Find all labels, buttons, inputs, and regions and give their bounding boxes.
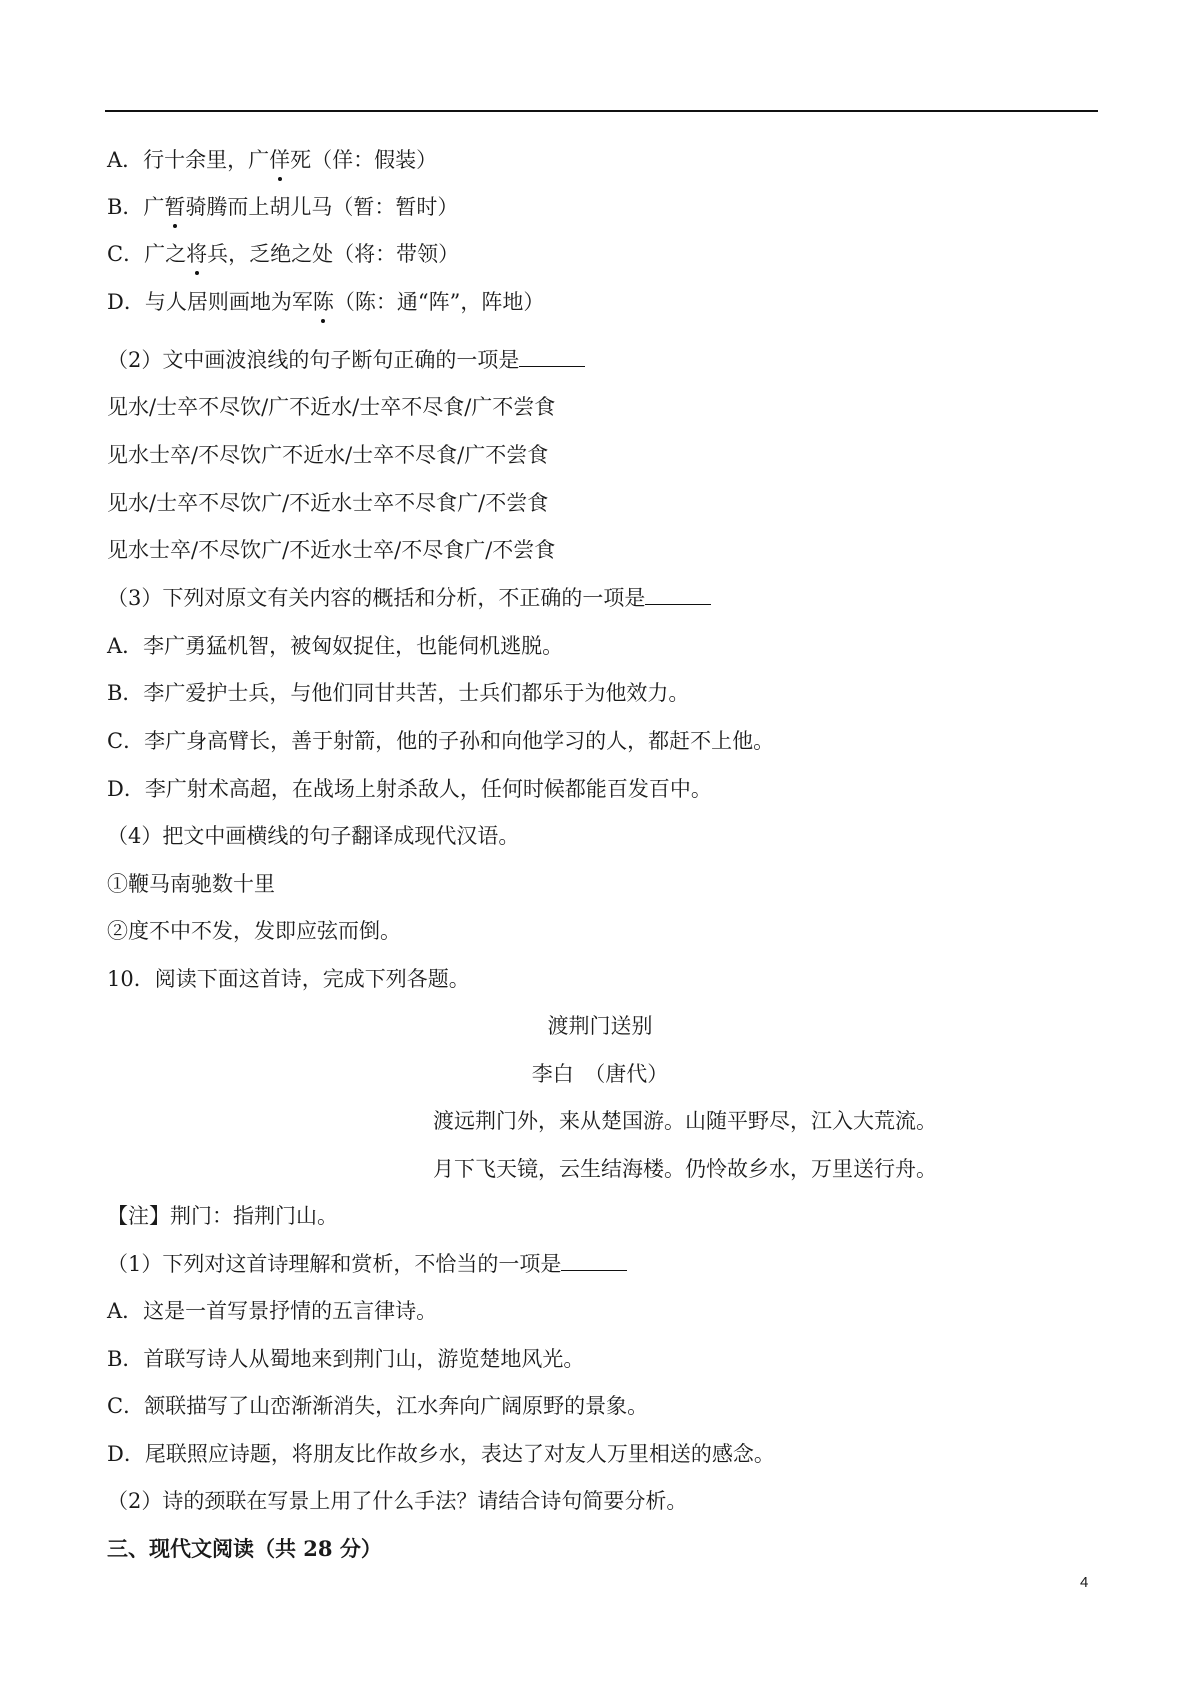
poem-line: 渡远荆门外，来从楚国游。山随平野尽，江入大荒流。 bbox=[433, 1109, 937, 1133]
poem-author: 李白 （唐代） bbox=[531, 1062, 669, 1086]
q9-2-stem: （2）文中画波浪线的句子断句正确的一项是 bbox=[107, 346, 585, 374]
q9-2-option: 见水士卒/不尽饮广/不近水士卒/不尽食广/不尝食 bbox=[107, 538, 556, 562]
q10-1-option-a: A．这是一首写景抒情的五言律诗。 bbox=[107, 1299, 438, 1323]
q9-2-option: 见水/士卒不尽饮/广不近水/士卒不尽食/广不尝食 bbox=[107, 395, 556, 419]
q9-1-option-a: A．行十余里，广佯死（佯：假装） bbox=[107, 148, 438, 172]
q9-1-option-b: B．广暂骑腾而上胡儿马（暂：暂时） bbox=[107, 195, 459, 219]
q10-stem: 10．阅读下面这首诗，完成下列各题。 bbox=[107, 967, 470, 991]
q9-1-option-c: C．广之将兵，乏绝之处（将：带领） bbox=[107, 242, 460, 266]
q9-4-item: ①鞭马南驰数十里 bbox=[107, 872, 275, 896]
q9-3-option-a: A．李广勇猛机智，被匈奴捉住，也能伺机逃脱。 bbox=[107, 634, 564, 658]
page-number: 4 bbox=[1080, 1574, 1089, 1591]
poem-note: 【注】荆门：指荆门山。 bbox=[107, 1204, 338, 1228]
answer-blank bbox=[561, 1250, 627, 1271]
q9-3-option-d: D．李广射术高超，在战场上射杀敌人，任何时候都能百发百中。 bbox=[107, 777, 712, 801]
poem-title: 渡荆门送别 bbox=[547, 1014, 653, 1038]
q10-2-stem: （2）诗的颈联在写景上用了什么手法？请结合诗句简要分析。 bbox=[107, 1489, 688, 1513]
answer-blank bbox=[519, 346, 585, 367]
q10-1-option-c: C．颔联描写了山峦渐渐消失，江水奔向广阔原野的景象。 bbox=[107, 1394, 649, 1418]
q9-2-option: 见水/士卒不尽饮广/不近水士卒不尽食广/不尝食 bbox=[107, 491, 549, 515]
q9-3-option-b: B．李广爱护士兵，与他们同甘共苦，士兵们都乐于为他效力。 bbox=[107, 681, 690, 705]
q9-4-item: ②度不中不发，发即应弦而倒。 bbox=[107, 919, 401, 943]
q10-1-option-d: D．尾联照应诗题，将朋友比作故乡水，表达了对友人万里相送的感念。 bbox=[107, 1442, 775, 1466]
q9-4-stem: （4）把文中画横线的句子翻译成现代汉语。 bbox=[107, 824, 520, 848]
section-heading: 三、现代文阅读（共 28 分） bbox=[107, 1536, 382, 1561]
q9-3-option-c: C．李广身高臂长，善于射箭，他的子孙和向他学习的人，都赶不上他。 bbox=[107, 729, 775, 753]
q9-1-option-d: D．与人居则画地为军陈（陈：通“阵”，阵地） bbox=[107, 290, 545, 314]
header-rule bbox=[105, 110, 1098, 112]
q10-1-stem: （1）下列对这首诗理解和赏析，不恰当的一项是 bbox=[107, 1250, 627, 1278]
q9-2-option: 见水士卒/不尽饮广不近水/士卒不尽食/广不尝食 bbox=[107, 443, 549, 467]
poem-line: 月下飞天镜，云生结海楼。仍怜故乡水，万里送行舟。 bbox=[433, 1157, 937, 1181]
q9-3-stem: （3）下列对原文有关内容的概括和分析，不正确的一项是 bbox=[107, 584, 711, 612]
answer-blank bbox=[645, 584, 711, 605]
q10-1-option-b: B．首联写诗人从蜀地来到荆门山，游览楚地风光。 bbox=[107, 1347, 585, 1371]
